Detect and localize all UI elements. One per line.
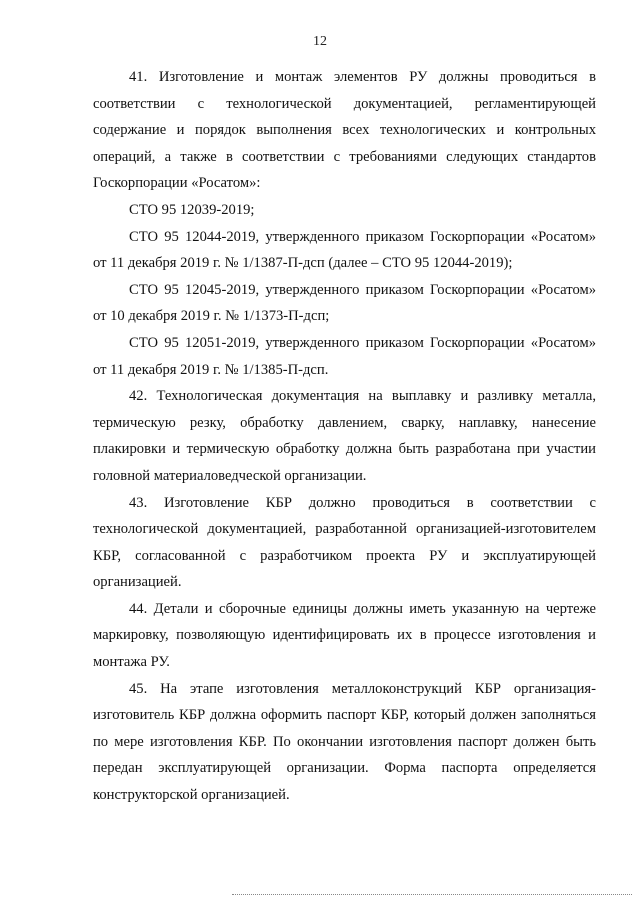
paragraph-44: 44. Детали и сборочные единицы должны иметь указанную на чертеже маркировку, позволяющую идентифицировать их в процессе изготовления и монтажа РУ. [93, 600, 596, 671]
paragraph-41: 41. Изготовление и монтаж элементов РУ должны проводиться в соответствии с технологической документацией, регламентирующей содержание и порядок выполнения всех технологических и контрольных операций, а также в соответствии с требованиями следующих стандартов Госкорпорации «Росатом»: [93, 69, 596, 192]
standard-item-12044: СТО 95 12044-2019, утвержденного приказом Госкорпорации «Росатом» от 11 декабря 2019 г. № 1/1387-П-дсп (далее – СТО 95 12044-2019); [93, 228, 596, 272]
standard-item-12051: СТО 95 12051-2019, утвержденного приказом Госкорпорации «Росатом» от 11 декабря 2019 г. № 1/1385-П-дсп. [93, 334, 596, 378]
paragraph-43: 43. Изготовление КБР должно проводиться в соответствии с технологической документацией, разработанной организацией-изготовителем КБР, согласованной с разработчиком проекта РУ и эксплуатирующей организацией. [93, 494, 596, 591]
standard-item-12045: СТО 95 12045-2019, утвержденного приказом Госкорпорации «Росатом» от 10 декабря 2019 г. № 1/1373-П-дсп; [93, 281, 596, 325]
paragraph-42: 42. Технологическая документация на выплавку и разливку металла, термическую резку, обработку давлением, сварку, наплавку, нанесение плакировки и термическую обработку должна быть разработана при участии головной материаловедческой организации. [93, 388, 596, 484]
document-body [93, 64, 596, 809]
paragraph-45: 45. На этапе изготовления металлоконструкций КБР организация-изготовитель КБР должна оформить паспорт КБР, который должен заполняться по мере изготовления КБР. По окончании изготовления паспорт должен быть передан эксплуатирующей организации. Форма паспорта определяется конструкторской организацией. [93, 680, 596, 804]
page-number: 12 [313, 34, 327, 49]
standard-item-12039: СТО 95 12039-2019; [129, 201, 255, 218]
scan-edge-line [232, 894, 632, 895]
